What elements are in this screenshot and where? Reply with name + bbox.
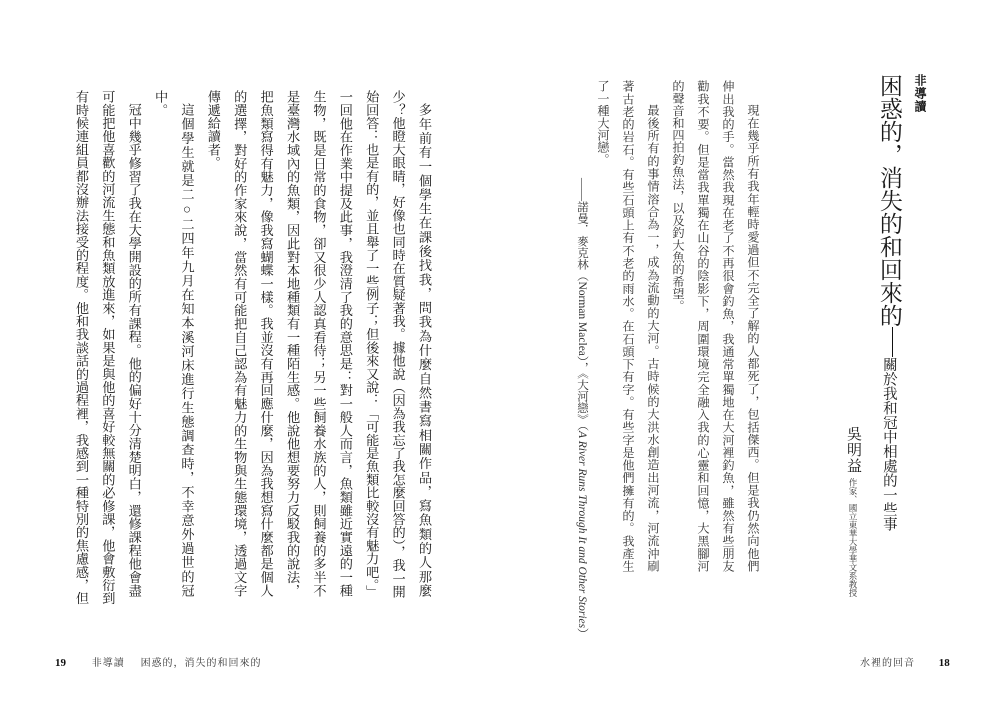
title-main: 困惑的，消失的和回來的 [876,74,902,327]
footer-running-title: 困惑的，消失的和回來的 [140,658,262,669]
text-column: 這個學生就是二○二四年九月在知本溪河床進行生態調查時，不幸意外過世的冠 [179,103,195,597]
text-column: 把魚類寫得有魅力，像我寫蝴蝶一樣。我並沒有再回應什麼，因為我想寫什麼都是個人 [258,90,274,597]
text-column: 是臺灣水域內的魚類，因此對本地種類有一種陌生感。他說他想要努力反駁我的說法， [285,90,301,597]
text-column: 冠中幾乎修習了我在大學開設的所有課程。他的偏好十分清楚明白，還修課程他會盡 [126,103,142,597]
attribution-english-title: A River Runs Through It and Other Stories [576,430,588,628]
chapter-title [877,74,904,531]
text-column: 的聲音和四拍釣魚法，以及釣大魚的希望。 [671,80,685,312]
section-label: 非導讀 [913,74,927,113]
epigraph-attribution [574,178,590,639]
text-column: 有時候連組員都沒辦法接受的程度。他和我談話的過程裡，我感到一種特別的焦慮感，但 [73,90,89,605]
right-footer [860,654,950,669]
text-column: 可能把他喜歡的河流生態和魚類放進來，如果是與他的喜好較無關的必修課，他會敷衍到 [100,90,116,605]
author-affiliation: 作家、國立東華大學華文系教授 [848,478,858,597]
author-name: 吳明益 [845,426,861,474]
attribution-prefix: ——諾曼．麥克林（Norman Maclea），《大河戀》（ [576,178,588,431]
page-number-left: 19 [55,657,66,669]
text-column: 了一種大河戀。 [596,80,610,166]
title-subtitle: 關於我和冠中相處的一些事 [880,357,897,531]
text-column: 傳遞給讀者。 [205,90,221,170]
text-column: 勸我不要。但是當我單獨在山谷的陰影下，周圍環境完全融入我的心靈和回憶，大黑腳河 [696,80,710,572]
text-column: 著古老的岩石。有些石頭上有不老的雨水。在石頭下有字。有些字是他們擁有的。我產生 [621,80,635,572]
body-text [68,90,437,605]
left-footer [55,654,262,669]
title-dash [892,327,893,357]
epigraph [590,80,765,572]
text-column: 的選擇，對好的作家來說，當然有可能把自己認為有魅力的生物與生態環境，透過文字 [232,90,248,597]
text-column: 現在幾乎所有我年輕時愛過但不完全了解的人都死了，包括傑西。但是我仍然向他們 [746,104,760,572]
text-column: 最後所有的事情溶合為一，成為流動的大河。古時候的大洪水創造出河流，河流沖刷 [646,104,660,572]
attribution-suffix: ） [576,627,588,640]
text-column: 多年前有一個學生在課後找我，問我為什麼自然書寫相關作品，寫魚類的人那麼 [417,103,432,597]
text-column: 始回答：也是有的，並且舉了一些例子；但後來又說：「可能是魚類比較沒有魅力吧。」 [364,90,380,599]
text-column: 中。 [153,90,169,117]
page-number-right: 18 [938,657,950,669]
author-byline [844,426,862,597]
text-column: 少？他瞪大眼睛，好像也同時在質疑著我。據他說（因為我忘了我怎麼回答的），我一開 [390,90,406,599]
text-column: 一回他在作業中提及此事，我澄清了我的意思是：對一般人而言，魚類雖近實遠的一種 [337,90,353,597]
footer-section: 非導讀 [91,658,125,669]
text-column: 生物，既是日常的食物，卻又很少人認真看待；另一些飼養水族的人，則飼養的多半不 [311,90,327,597]
text-column: 伸出我的手。當然我現在老了不再很會釣魚，我通常單獨地在大河裡釣魚，雖然有些朋友 [721,80,735,572]
footer-book-title: 水裡的回音 [860,658,915,669]
